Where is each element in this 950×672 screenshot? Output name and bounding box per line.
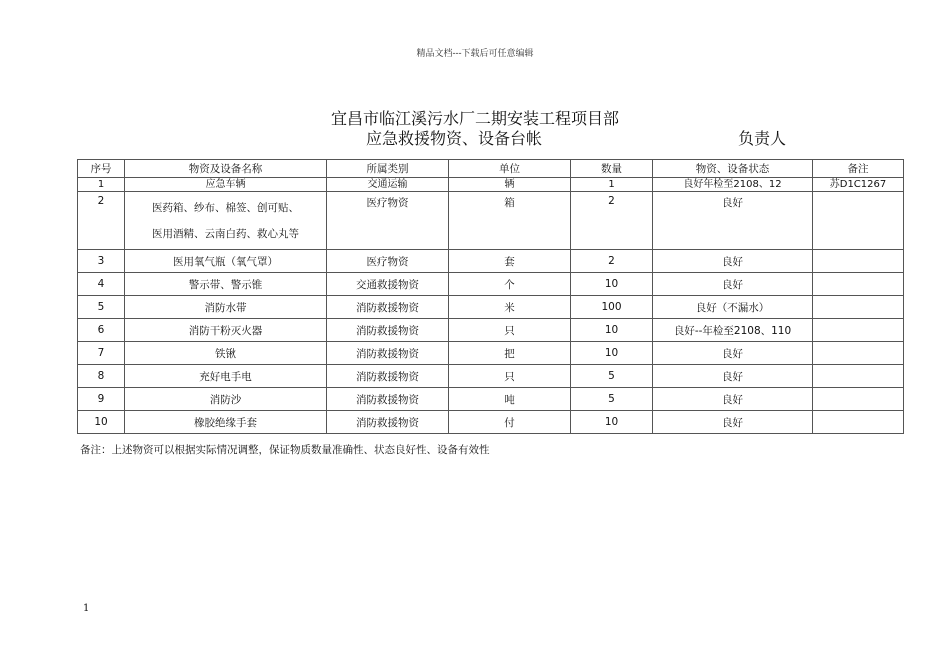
cell-category: 消防救援物资 <box>327 411 449 434</box>
cell-index: 7 <box>78 342 125 365</box>
cell-name: 充好电手电 <box>125 365 327 388</box>
cell-index: 1 <box>78 178 125 192</box>
cell-quantity: 2 <box>571 192 653 250</box>
header-name: 物资及设备名称 <box>125 160 327 178</box>
table-row <box>78 192 904 250</box>
cell-name-line: 医用酒精、云南白药、救心丸等 <box>152 228 299 240</box>
cell-index: 6 <box>78 319 125 342</box>
responsible-person-label: 负责人 <box>738 129 787 148</box>
cell-quantity: 10 <box>571 342 653 365</box>
cell-category: 消防救援物资 <box>327 365 449 388</box>
cell-category: 医疗物资 <box>327 192 449 250</box>
cell-name: 应急车辆 <box>125 178 327 192</box>
cell-category: 交通救援物资 <box>327 273 449 296</box>
cell-name: 消防干粉灭火器 <box>125 319 327 342</box>
table-row <box>78 296 904 319</box>
cell-unit: 米 <box>449 296 571 319</box>
cell-remark <box>813 411 904 434</box>
cell-quantity: 1 <box>571 178 653 192</box>
table-row <box>78 411 904 434</box>
cell-remark <box>813 388 904 411</box>
table-header-row <box>78 160 904 178</box>
cell-status: 良好 <box>653 365 813 388</box>
cell-quantity: 5 <box>571 388 653 411</box>
cell-category: 交通运输 <box>327 178 449 192</box>
cell-remark <box>813 296 904 319</box>
cell-remark <box>813 250 904 273</box>
footnote: 备注：上述物资可以根据实际情况调整，保证物质数量准确性、状态良好性、设备有效性 <box>80 444 490 456</box>
cell-unit: 付 <box>449 411 571 434</box>
cell-unit: 辆 <box>449 178 571 192</box>
cell-quantity: 10 <box>571 411 653 434</box>
cell-quantity: 5 <box>571 365 653 388</box>
header-note: 精品文档---下载后可任意编辑 <box>416 49 534 59</box>
cell-remark: 苏D1C1267 <box>813 178 904 192</box>
cell-index: 2 <box>78 192 125 250</box>
cell-status: 良好 <box>653 250 813 273</box>
cell-remark <box>813 342 904 365</box>
cell-remark <box>813 192 904 250</box>
cell-quantity: 100 <box>571 296 653 319</box>
cell-quantity: 10 <box>571 273 653 296</box>
cell-index: 8 <box>78 365 125 388</box>
cell-unit: 个 <box>449 273 571 296</box>
table-row <box>78 178 904 192</box>
cell-unit: 箱 <box>449 192 571 250</box>
cell-quantity: 2 <box>571 250 653 273</box>
cell-remark <box>813 273 904 296</box>
cell-category: 医疗物资 <box>327 250 449 273</box>
cell-category: 消防救援物资 <box>327 388 449 411</box>
cell-unit: 把 <box>449 342 571 365</box>
cell-category: 消防救援物资 <box>327 342 449 365</box>
cell-status: 良好 <box>653 388 813 411</box>
header-index: 序号 <box>78 160 125 178</box>
cell-index: 10 <box>78 411 125 434</box>
page-number: 1 <box>83 603 90 614</box>
header-quantity: 数量 <box>571 160 653 178</box>
table-row <box>78 365 904 388</box>
cell-index: 5 <box>78 296 125 319</box>
header-category: 所属类别 <box>327 160 449 178</box>
cell-status: 良好 <box>653 342 813 365</box>
cell-unit: 只 <box>449 365 571 388</box>
table-row <box>78 319 904 342</box>
cell-name: 消防水带 <box>125 296 327 319</box>
table-row <box>78 250 904 273</box>
header-unit: 单位 <box>449 160 571 178</box>
cell-index: 9 <box>78 388 125 411</box>
cell-index: 3 <box>78 250 125 273</box>
inventory-table <box>77 159 904 434</box>
table-row <box>78 388 904 411</box>
cell-name: 警示带、警示锥 <box>125 273 327 296</box>
document-title: 宜昌市临江溪污水厂二期安装工程项目部 <box>330 109 619 128</box>
cell-quantity: 10 <box>571 319 653 342</box>
cell-name: 消防沙 <box>125 388 327 411</box>
cell-name: 铁锹 <box>125 342 327 365</box>
cell-status: 良好 <box>653 273 813 296</box>
cell-name <box>125 192 327 250</box>
cell-name: 医用氧气瓶（氧气罩） <box>125 250 327 273</box>
header-remark: 备注 <box>813 160 904 178</box>
table-row <box>78 342 904 365</box>
cell-category: 消防救援物资 <box>327 296 449 319</box>
cell-status: 良好（不漏水） <box>653 296 813 319</box>
document-subtitle: 应急救援物资、设备台帐 <box>366 129 543 148</box>
cell-index: 4 <box>78 273 125 296</box>
cell-remark <box>813 319 904 342</box>
cell-unit: 只 <box>449 319 571 342</box>
cell-name: 橡胶绝缘手套 <box>125 411 327 434</box>
cell-status: 良好--年检至2108、110 <box>653 319 813 342</box>
cell-unit: 套 <box>449 250 571 273</box>
cell-remark <box>813 365 904 388</box>
cell-status: 良好 <box>653 192 813 250</box>
cell-status: 良好 <box>653 411 813 434</box>
cell-status: 良好年检至2108、12 <box>653 178 813 192</box>
table-row <box>78 273 904 296</box>
header-status: 物资、设备状态 <box>653 160 813 178</box>
cell-name-line: 医药箱、纱布、棉签、创可贴、 <box>152 202 299 214</box>
cell-category: 消防救援物资 <box>327 319 449 342</box>
cell-unit: 吨 <box>449 388 571 411</box>
